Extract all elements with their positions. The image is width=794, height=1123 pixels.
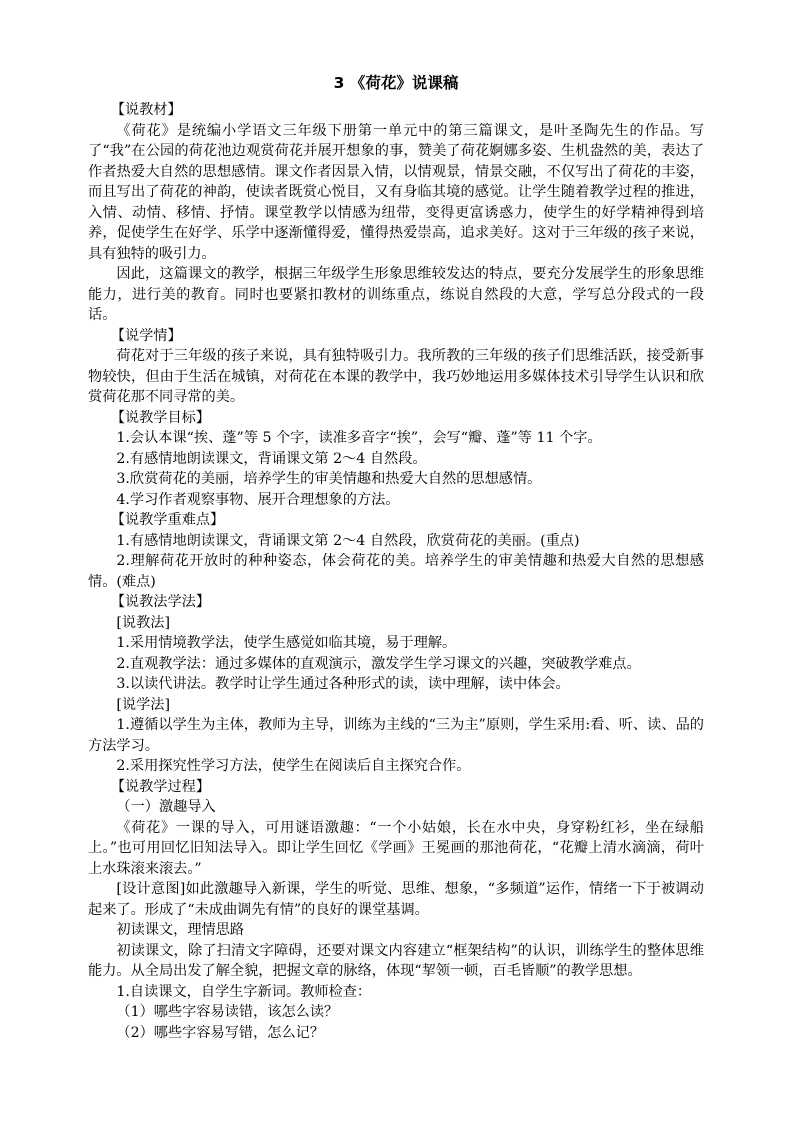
document-title: 3 《荷花》说课稿	[333, 74, 459, 92]
list-item: 2.采用探究性学习方法，使学生在阅读后自主探究合作。	[116, 758, 471, 774]
list-item: 1.采用情境教学法，使学生感觉如临其境，易于理解。	[116, 635, 457, 651]
section-heading-zhongnandian: 【说教学重难点】	[110, 512, 225, 528]
list-item: 1.遵循以学生为主体，教师为主导，训练为主线的“三为主”原则，学生采用:看、听、读、品的方法学习。	[88, 717, 704, 754]
list-item: 4.学习作者观察事物、展开合理想象的方法。	[116, 491, 400, 508]
question-item: （2）哪些字容易写错，怎么记？	[116, 1024, 325, 1041]
paragraph: 《荷花》是统编小学语文三年级下册第一单元中的第三篇课文，是叶圣陶先生的作品。写了“我”在公园的荷花池边观赏荷花并展开想象的事，赞美了荷花婀娜多姿、生机盎然的美，表达了作者热爱大自然的思想感情。课文作者因景入情，以情观景，情景交融，不仅写出了荷花的丰姿，而且写出了荷花的神韵，使读者既赏心悦目，又有身临其境的感觉。让学生随着教学过程的推进，入情、动情、移情、抒情。课堂教学以情感为纽带，变得更富诱惑力，使学生的好学精神得到培养，促使学生在好学、乐学中逐渐懂得爱，懂得热爱崇高，追求美好。这对于三年级的孩子来说，具有独特的吸引力。	[88, 122, 704, 262]
step-heading: 初读课文，理情思路	[116, 922, 245, 938]
paragraph: 《荷花》一课的导入，可用谜语激趣：“一个小姑娘，长在水中央，身穿粉红衫，坐在绿船上。”也可用回忆旧知法导入。即让学生回忆《学画》王冕画的那池荷花，“花瓣上清水滴滴，荷叶上水珠滚来滚去。”	[88, 819, 704, 877]
paragraph: 因此，这篇课文的教学，根据三年级学生形象思维较发达的特点，要充分发展学生的形象思维能力，进行美的教育。同时也要紧扣教材的训练重点，练说自然段的大意，学写总分段式的一段话。	[88, 266, 704, 323]
list-item: 1.有感情地朗读课文，背诵课文第 2～4 自然段，欣赏荷花的美丽。(重点)	[116, 532, 580, 549]
section-heading-xueqing: 【说学情】	[110, 327, 182, 344]
list-item: 2.有感情地朗读课文，背诵课文第 2～4 自然段。	[116, 450, 427, 467]
section-heading-mubiao: 【说教学目标】	[110, 409, 211, 426]
question-item: （1）哪些字容易读错，该怎么读？	[116, 1004, 339, 1020]
document-page	[88, 72, 704, 1043]
step-heading: （一）激趣导入	[116, 799, 216, 815]
paragraph: 荷花对于三年级的孩子来说，具有独特吸引力。我所教的三年级的孩子们思维活跃，接受新事物较快，但由于生活在城镇，对荷花在本课的教学中，我巧妙地运用多媒体技术引导学生认识和欣赏荷花那不同寻常的美。	[88, 348, 704, 405]
subheading-jiaofa: [说教法]	[116, 614, 171, 631]
subheading-xuefa: [说学法]	[116, 696, 171, 713]
list-item: 3.以读代讲法。教学时让学生通过各种形式的读，读中理解，读中体会。	[116, 676, 570, 692]
list-item: 1.会认本课“挨、蓬”等 5 个字，读准多音字“挨”，会写“瓣、蓬”等 11 个字。	[116, 430, 602, 446]
section-heading-jiaofa: 【说教法学法】	[110, 594, 211, 610]
section-heading-guocheng: 【说教学过程】	[110, 778, 211, 795]
list-item: 3.欣赏荷花的美丽，培养学生的审美情趣和热爱大自然的思想感情。	[116, 471, 542, 487]
paragraph: 初读课文，除了扫清文字障碍，还要对课文内容建立“框架结构”的认识，训练学生的整体思维能力。从全局出发了解全貌，把握文章的脉络，体现“挈领一顿，百毛皆顺”的教学思想。	[88, 942, 704, 979]
paragraph: [设计意图]如此激趣导入新课，学生的听觉、思维、想象，“多频道”运作，情绪一下于被调动起来了。形成了“未成曲调先有情”的良好的课堂基调。	[88, 881, 704, 918]
list-item: 1.自读课文，自学生字新词。教师检查：	[116, 983, 372, 1000]
section-heading-jiaocai: 【说教材】	[110, 102, 182, 118]
list-item: 2.直观教学法：通过多媒体的直观演示，激发学生学习课文的兴趣，突破教学难点。	[116, 655, 641, 672]
list-item: 2.理解荷花开放时的种种姿态，体会荷花的美。培养学生的审美情趣和热爱大自然的思想感情。(难点)	[88, 553, 704, 590]
